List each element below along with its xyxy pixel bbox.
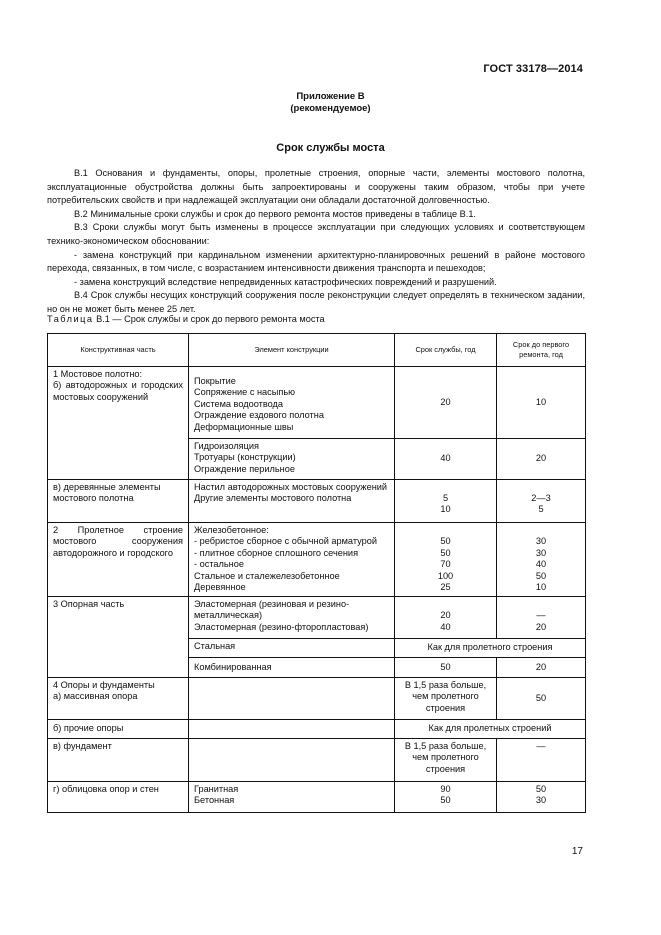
header-first-repair: Срок до первого ремонта, год: [497, 334, 586, 367]
header-part: Конструктивная часть: [48, 334, 189, 367]
cell-part-other-piers: б) прочие опоры: [48, 720, 189, 739]
cell-service-life: В 1,5 раза больше, чем пролетного строения: [395, 678, 497, 720]
cell-part-bearing: 3 Опорная часть: [48, 597, 189, 678]
paragraph-b4: В.4 Срок службы несущих конструкций сооружения после реконструкции следует определять в техническом задании, но он не может быть менее 25 лет.: [47, 290, 585, 314]
cell-first-repair: 10: [497, 367, 586, 439]
cell-elements: [189, 480, 395, 523]
cell-first-repair: —: [497, 739, 586, 782]
cell-first-repair: 20: [497, 658, 586, 678]
cell-first-repair: — 20: [497, 597, 586, 639]
table-row: [48, 597, 586, 639]
cell-service-life: 20 40: [395, 597, 497, 639]
appendix-title: Приложение В: [296, 91, 365, 102]
cell-element-combined: Комбинированная: [189, 658, 395, 678]
cell-elements-empty: [189, 739, 395, 782]
cell-service-life: 20: [395, 367, 497, 439]
body-text: [47, 167, 585, 317]
cell-elements: Эластомерная (резиновая и резино-металлическая) Эластомерная (резино-фторопластовая): [189, 597, 395, 639]
cell-first-repair: 50 30: [497, 782, 586, 813]
cell-element-steel: Стальная: [189, 639, 395, 658]
cell-service-life: 50: [395, 658, 497, 678]
table-row: [48, 739, 586, 782]
cell-part-massive-pier: 4 Опоры и фундаменты а) массивная опора: [48, 678, 189, 720]
cell-part-span: 2 Пролетное строение мостового сооружения автодорожного и городского: [48, 523, 189, 597]
paragraph-b2: В.2 Минимальные сроки службы и срок до первого ремонта мостов приведены в таблице В.1.: [74, 208, 476, 219]
service-life-table: [47, 333, 586, 813]
cell-service-life: В 1,5 раза больше, чем пролетного строения: [395, 739, 497, 782]
cell-first-repair: 30 30 40 50 10: [497, 523, 586, 597]
table-row: [48, 480, 586, 523]
table-row: [48, 782, 586, 813]
cell-element-line: Другие элементы мостового полотна: [194, 493, 352, 504]
appendix-subtitle: (рекомендуемое): [290, 103, 371, 114]
document-code: ГОСТ 33178—2014: [483, 63, 583, 75]
cell-element-line: Настил автодорожных мостовых сооружений: [194, 482, 388, 492]
cell-service-life: 90 50: [395, 782, 497, 813]
cell-elements-empty: [189, 678, 395, 720]
cell-elements: Железобетонное: - ребристое сборное с обычной арматурой - плитное сборное сплошного сечения - остальное Стальное и сталежелезобетонное Деревянное: [189, 523, 395, 597]
cell-steel-value: Как для пролетного строения: [395, 639, 586, 658]
section-title: Срок службы моста: [276, 142, 385, 154]
table-row: [48, 678, 586, 720]
cell-first-repair: 50: [497, 678, 586, 720]
cell-elements-empty: [189, 720, 395, 739]
cell-other-piers-value: Как для пролетных строений: [395, 720, 586, 739]
cell-part-foundation: в) фундамент: [48, 739, 189, 782]
table-header-row: [48, 334, 586, 367]
cell-service-life: 50 50 70 100 25: [395, 523, 497, 597]
cell-part-deck-line1: 1 Мостовое полотно:: [53, 369, 143, 379]
table-row: [48, 367, 586, 439]
table-row: [48, 720, 586, 739]
cell-elements: Гранитная Бетонная: [189, 782, 395, 813]
cell-part-deck-line2: б) автодорожных и городских мостовых сооружений: [53, 380, 183, 402]
cell-elements: Гидроизоляция Тротуары (конструкции) Ограждение перильное: [189, 439, 395, 480]
cell-service-life: 5 10: [395, 480, 497, 523]
paragraph-list-item-1: - замена конструкций при кардинальном изменении архитектурно-планировочных решений в районе мостового перехода, связанных, в том числе, с возрастанием интенсивности движения транспорта и пешеходов;: [47, 249, 585, 274]
page-number: 17: [571, 846, 583, 857]
cell-first-repair: 2—3 5: [497, 480, 586, 523]
cell-service-life: 40: [395, 439, 497, 480]
paragraph-b1: В.1 Основания и фундаменты, опоры, пролетные строения, опорные части, элементы мостового полотна, эксплуатационные обустройства должны быть запроектированы и сооружены таким образом, чтобы при учете потребительских свойств и при надлежащей эксплуатации они обладали достаточной долговечностью.: [47, 168, 585, 206]
paragraph-b3: В.3 Сроки службы могут быть изменены в процессе эксплуатации при следующих условиях и соответствующем технико-экономическом обосновании:: [47, 222, 585, 246]
table-caption-text: В.1 — Срок службы и срок до первого ремонта моста: [96, 314, 325, 324]
cell-part-deck: [48, 367, 189, 480]
cell-elements: Покрытие Сопряжение с насыпью Система водоотвода Ограждение ездового полотна Деформационные швы: [189, 367, 395, 439]
table-row: [48, 523, 586, 597]
paragraph-list-item-2: - замена конструкций вследствие непредвиденных катастрофических повреждений и разрушений.: [74, 276, 497, 287]
cell-first-repair: 20: [497, 439, 586, 480]
table-caption: [47, 314, 325, 324]
header-element: Элемент конструкции: [189, 334, 395, 367]
cell-part-cladding: г) облицовка опор и стен: [48, 782, 189, 813]
header-service-life: Срок службы, год: [395, 334, 497, 367]
cell-part-wooden-deck: в) деревянные элементы мостового полотна: [48, 480, 189, 523]
table-caption-word: Таблица: [47, 314, 94, 324]
